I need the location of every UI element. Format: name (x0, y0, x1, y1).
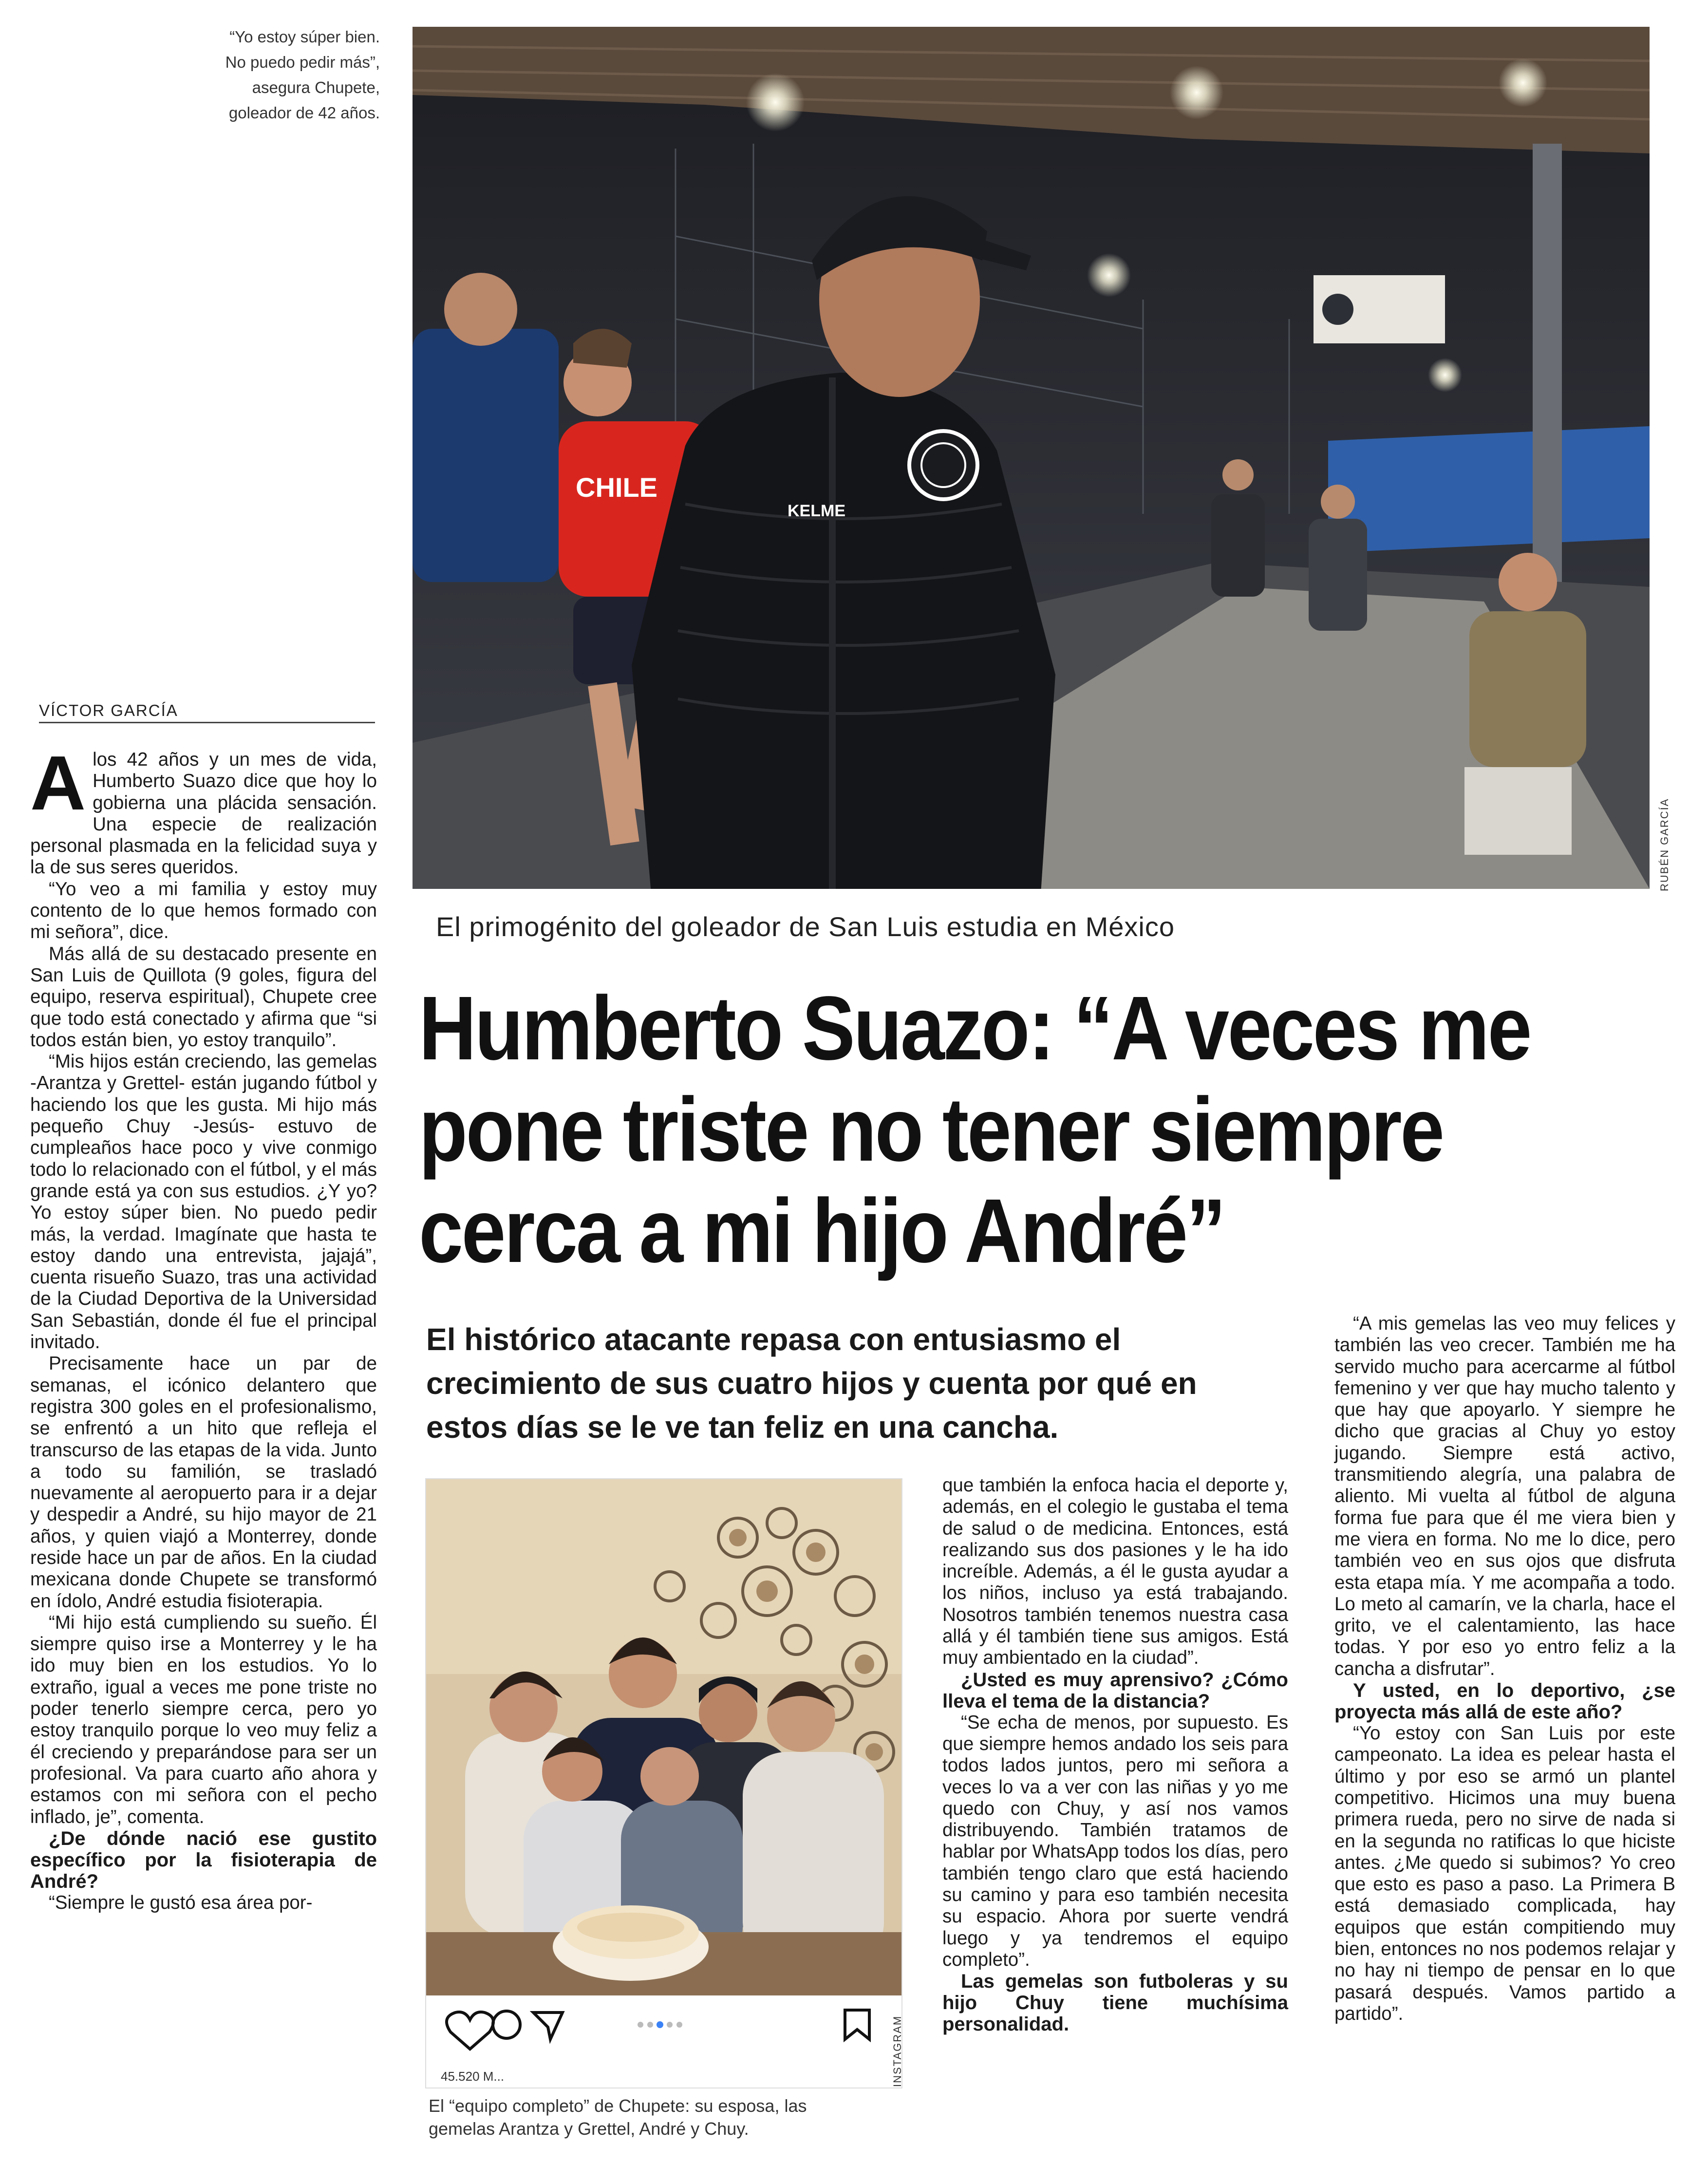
lead-text: los 42 años y un mes de vida, Humberto Suazo dice que hoy lo gobierna una plácida sensación. Una especie de realización personal plasmada en la felicidad suya y la de sus seres queridos. (30, 749, 377, 878)
drop-cap: A (30, 740, 86, 826)
pull-quote-line: asegura Chupete, (252, 78, 380, 96)
photo-caption (429, 2094, 906, 2140)
paragraph: “Se echa de menos, por supuesto. Es que siempre hemos andado los seis para todos lados juntos, pero mi señora a veces lo va a ver con las niñas y yo me quedo con Chuy, y así nos vamos distribuyendo. También tratamos de hablar por WhatsApp todos los días, pero también tengo claro que está haciendo su camino y para eso también necesita su espacio. Ahora por suerte vendrá luego y ya tendremos el equipo completo”. (942, 1712, 1288, 1970)
jacket-brand: KELME (788, 502, 845, 520)
paragraph: que también la enfoca hacia el deporte y, además, en el colegio le gustaba el tema de salud o de medicina. Entonces, está realizando sus dos pasiones y le ha ido increíble. Además, a él le gusta ayudar a los niños, incluso ya está trabajando. Nosotros también tenemos nuestra casa allá y él también tiene sus amigos. Está muy ambientado en la ciudad”. (942, 1475, 1288, 1669)
byline: VÍCTOR GARCÍA (39, 701, 375, 723)
body-column-1 (30, 740, 377, 1914)
photo-credit: RUBÉN GARCÍA (1658, 798, 1670, 891)
paragraph: “Mi hijo está cumpliendo su sueño. Él siempre quiso irse a Monterrey y le ha ido muy bien en los estudios. Yo lo extraño, igual a veces me pone triste no poder tenerlo siempre cerca, pero yo estoy tranquilo porque lo veo muy feliz a él creciendo y preparándose para ser un profesional. Va para cuarto año ahora y estamos con mi señora con el pecho inflado, je”, comenta. (30, 1612, 377, 1827)
instagram-post-photo (425, 1478, 902, 2088)
kicker: El primogénito del goleador de San Luis estudia en México (436, 911, 1175, 942)
paragraph: “Yo estoy con San Luis por este campeonato. La idea es pelear hasta el último y por eso se armó un plantel competitivo. Hicimos una muy buena primera rueda, pero no sirve de nada si en la segunda no ratificas lo que hiciste antes. ¿Me quedo si subimos? Yo creo que esto es paso a paso. La Primera B está demasiado complicada, hay equipos que están compitiendo muy bien, entonces no nos podemos relajar y no hay ni tiempo de pensar en lo que pasará después. Vamos partido a partido”. (1334, 1723, 1675, 2024)
paragraph: Precisamente hace un par de semanas, el icónico delantero que registra 300 goles en el profesionalismo, se enfrentó a un hito que refleja el transcurso de las etapas de la vida. Junto a todo su familión, se trasladó nuevamente al aeropuerto para ir a dejar y despedir a André, su hijo mayor de 21 años, y quien viajó a Monterrey, donde reside hace un par de años. En la ciudad mexicana donde Chupete se transformó en ídolo, André estudia fisioterapia. (30, 1353, 377, 1612)
body-column-3 (942, 1475, 1288, 2035)
paragraph: “Yo veo a mi familia y estoy muy contento de lo que hemos formado con mi señora”, dice. (30, 878, 377, 943)
pull-quote (161, 24, 380, 126)
pull-quote-line: goleador de 42 años. (228, 104, 380, 122)
deck-line: estos días se le ve tan feliz en una cancha. (426, 1410, 1059, 1445)
paragraph: “Siempre le gustó esa área por- (49, 1892, 313, 1913)
instagram-credit: INSTAGRAM (891, 2015, 903, 2087)
caption-line: gemelas Arantza y Grettel, André y Chuy. (429, 2119, 749, 2139)
paragraph: “Mis hijos están creciendo, las gemelas -Arantza y Grettel- están jugando fútbol y haciendo los que les gusta. Mi hijo más pequeño Chuy -Jesús- estuvo de cumpleaños hace poco y vive conmigo todo lo relacionado con el fútbol, y el más grande está ya con sus estudios. ¿Y yo? Yo estoy súper bien. No puedo pedir más, la verdad. Imagínate que hasta te estoy dando una entrevista, jajajá”, cuenta risueño Suazo, tras una actividad de la Ciudad Deportiva de la Universidad San Sebastián, donde él fue el principal invitado. (30, 1051, 377, 1353)
body-column-4 (1334, 1313, 1675, 2025)
headline-line: pone triste no tener siempre (419, 1079, 1443, 1180)
deck-line: crecimiento de sus cuatro hijos y cuenta por qué en (426, 1366, 1197, 1401)
interview-question: ¿De dónde nació ese gustito específico por la fisioterapia de André? (30, 1827, 377, 1892)
main-photo (413, 27, 1650, 889)
pull-quote-line: No puedo pedir más”, (225, 53, 380, 71)
paragraph: Más allá de su destacado presente en San Luis de Quillota (9 goles, figura del equipo, reserva espiritual), Chupete cree que todo está conectado y afirma que “si todos están bien, yo estoy tranquilo”. (30, 943, 377, 1051)
interview-question: ¿Usted es muy aprensivo? ¿Cómo lleva el tema de la distancia? (942, 1669, 1288, 1712)
main-photo-illustration (413, 27, 1650, 889)
paragraph: “A mis gemelas las veo muy felices y también las veo crecer. También me ha servido mucho para acercarme al fútbol femenino y ver que hay mucho talento y que hay que apoyarlo. Y siempre he dicho que gracias al Chuy yo estoy jugando. Siempre está activo, transmitiendo alegría, una palabra de aliento. Mi vuelta al fútbol de alguna forma fue para que él me viera bien y me viera en forma. No me lo dice, pero también veo en sus ojos que disfruta esta etapa mía. Y me acompaña a todo. Lo meto al camarín, ve la charla, hace el grito, ve el calentamiento, las hace todas. Y por eso yo entro feliz a la cancha a disfrutar”. (1334, 1313, 1675, 1679)
shirt-text: CHILE (576, 472, 657, 503)
headline-line: Humberto Suazo: “A veces me (419, 978, 1531, 1079)
instagram-likes: 45.520 M... (441, 2069, 505, 2084)
pull-quote-line: “Yo estoy súper bien. (229, 28, 380, 46)
family-photo-illustration (426, 1479, 902, 2088)
lead-paragraph (30, 740, 377, 879)
headline (419, 978, 1683, 1282)
deck-line: El histórico atacante repasa con entusiasmo el (426, 1322, 1121, 1357)
caption-line: El “equipo completo” de Chupete: su esposa, las (429, 2096, 807, 2116)
headline-line: cerca a mi hijo André” (419, 1181, 1224, 1281)
interview-question: Y usted, en lo deportivo, ¿se proyecta más allá de este año? (1334, 1680, 1675, 1723)
deck (426, 1317, 1303, 1449)
interview-question: Las gemelas son futboleras y su hijo Chuy tiene muchísima personalidad. (942, 1971, 1288, 2035)
